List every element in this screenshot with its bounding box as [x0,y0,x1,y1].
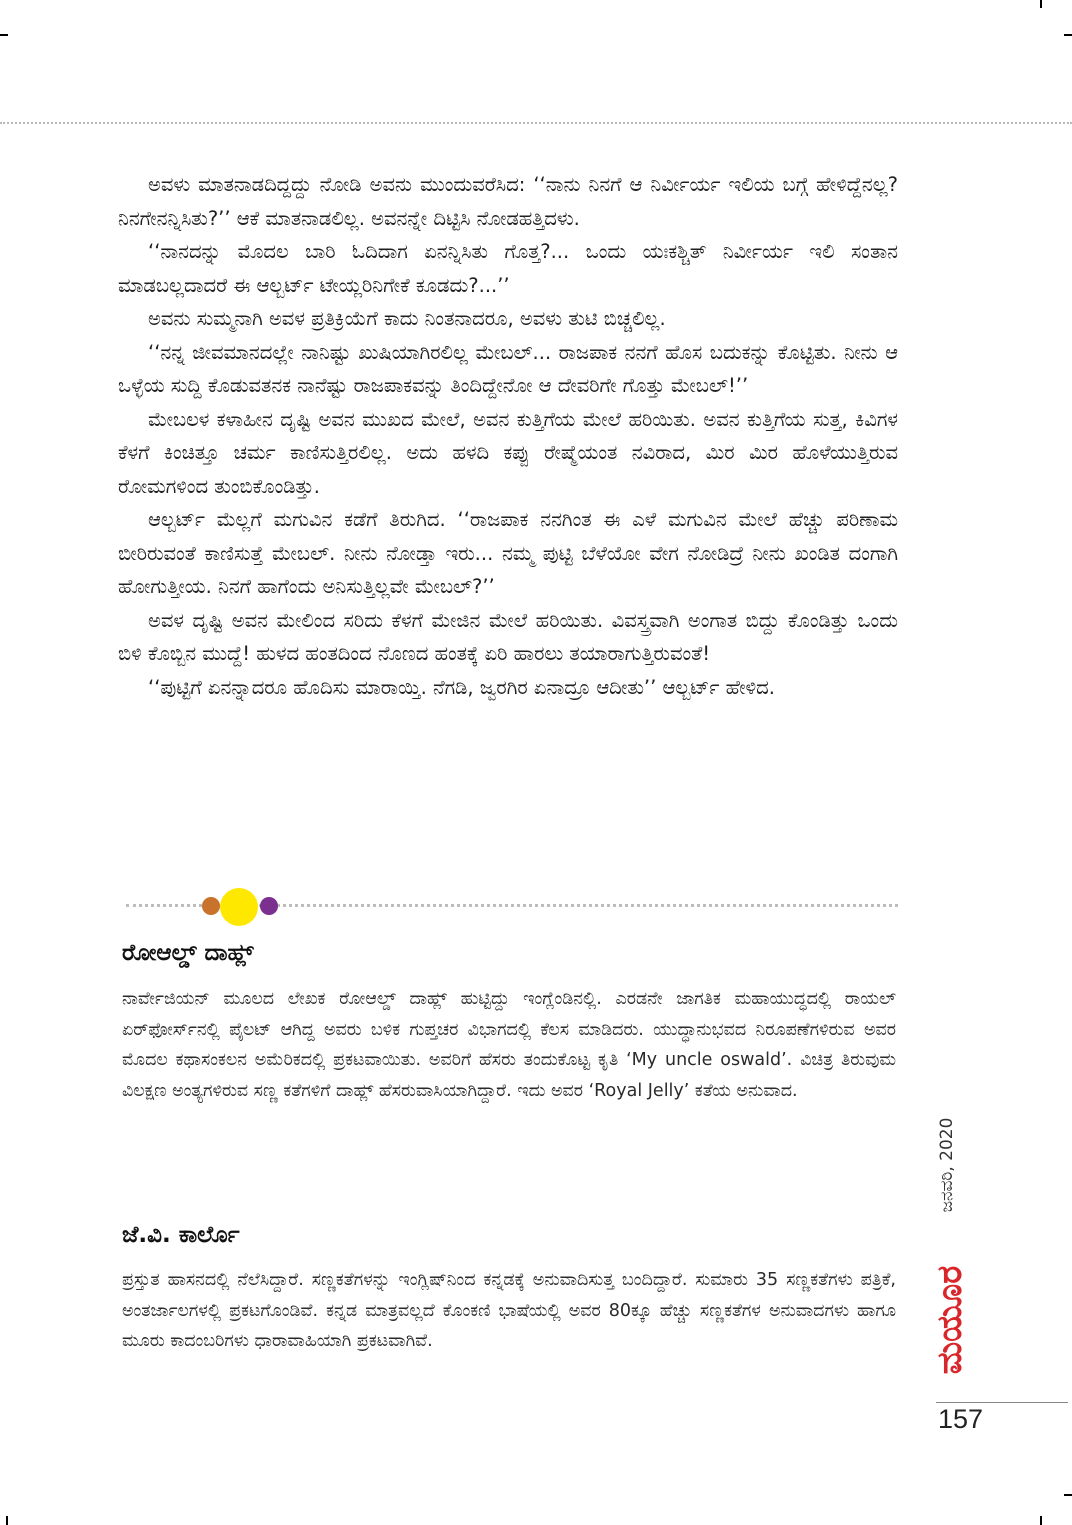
orange-dot [202,897,220,915]
translator-bio: ಪ್ರಸ್ತುತ ಹಾಸನದಲ್ಲಿ ನೆಲೆಸಿದ್ದಾರೆ. ಸಣ್ಣಕತೆಗಳನ್ನು ಇಂಗ್ಲಿಷ್‌ನಿಂದ ಕನ್ನಡಕ್ಕೆ ಅನುವಾದಿಸುತ್ತ ಬಂದಿದ್ದಾರೆ. ಸುಮಾರು 35 ಸಣ್ಣಕತೆಗಳು ಪತ್ರಿಕೆ, ಅಂತರ್ಜಾಲಗಳಲ್ಲಿ ಪ್ರಕಟಗೊಂಡಿವೆ. ಕನ್ನಡ ಮಾತ್ರವಲ್ಲದೆ ಕೊಂಕಣಿ ಭಾಷೆಯಲ್ಲಿ ಅವರ 80ಕ್ಕೂ ಹೆಚ್ಚು ಸಣ್ಣಕತೆಗಳ ಅನುವಾದಗಳು ಹಾಗೂ ಮೂರು ಕಾದಂಬರಿಗಳು ಧಾರಾವಾಹಿಯಾಗಿ ಪ್ರಕಟವಾಗಿವೆ. [122,1270,896,1351]
page-number: 157 [938,1404,984,1434]
page-number-rule [936,1402,1068,1403]
crop-mark [1064,1494,1072,1496]
author-name: ರೋಆಲ್ಡ್ ದಾಹ್ಲ್ [122,940,254,966]
purple-dot [260,897,278,915]
crop-mark [1040,0,1042,8]
issue-date [934,1100,960,1230]
story-paragraph: ಅವಳ ದೃಷ್ಟಿ ಅವನ ಮೇಲಿಂದ ಸರಿದು ಕೆಳಗೆ ಮೇಜಿನ ಮೇಲೆ ಹರಿಯಿತು. ವಿವಸ್ತ್ರವಾಗಿ ಅಂಗಾತ ಬಿದ್ದು ಕೊಂಡಿತ್ತು ಒಂದು ಬಿಳಿ ಕೊಬ್ಬಿನ ಮುದ್ದೆ! ಹುಳದ ಹಂತದಿಂದ ನೊಣದ ಹಂತಕ್ಕೆ ಏರಿ ಹಾರಲು ತಯಾರಾಗುತ್ತಿರುವಂತೆ! [118,608,898,665]
story-paragraph: ‘‘ನನ್ನ ಜೀವಮಾನದಲ್ಲೇ ನಾನಿಷ್ಟು ಖುಷಿಯಾಗಿರಲಿಲ್ಲ ಮೇಬಲ್... ರಾಜಪಾಕ ನನಗೆ ಹೊಸ ಬದುಕನ್ನು ಕೊಟ್ಟಿತು. ನೀನು ಆ ಒಳ್ಳೆಯ ಸುದ್ದಿ ಕೊಡುವತನಕ ನಾನೆಷ್ಟು ರಾಜಪಾಕವನ್ನು ತಿಂದಿದ್ದೇನೋ ಆ ದೇವರಿಗೇ ಗೊತ್ತು ಮೇಬಲ್!’’ [118,340,898,397]
magazine-logo [928,1240,972,1400]
story-paragraph: ಮೇಬಲಳ ಕಳಾಹೀನ ದೃಷ್ಟಿ ಅವನ ಮುಖದ ಮೇಲೆ, ಅವನ ಕುತ್ತಿಗೆಯ ಮೇಲೆ ಹರಿಯಿತು. ಅವನ ಕುತ್ತಿಗೆಯ ಸುತ್ತ, ಕಿವಿಗಳ ಕೆಳಗೆ ಕಿಂಚಿತ್ತೂ ಚರ್ಮ ಕಾಣಿಸುತ್ತಿರಲಿಲ್ಲ. ಅದು ಹಳದಿ ಕಪ್ಪು ರೇಷ್ಮೆಯಂತ ನವಿರಾದ, ಮಿರ ಮಿರ ಹೊಳೆಯುತ್ತಿರುವ ರೋಮಗಳಿಂದ ತುಂಬಿಕೊಂಡಿತ್ತು. [118,407,898,498]
crop-mark [1040,1516,1042,1525]
story-body [118,168,898,704]
header-dotted-rule [0,122,1072,124]
section-divider [126,888,898,922]
story-paragraph: ಅವಳು ಮಾತನಾಡದಿದ್ದದ್ದು ನೋಡಿ ಅವನು ಮುಂದುವರೆಸಿದ: ‘‘ನಾನು ನಿನಗೆ ಆ ನಿರ್ವೀರ್ಯ ಇಲಿಯ ಬಗ್ಗೆ ಹೇಳಿದ್ದೆನಲ್ಲ? ನಿನಗೇನನ್ನಿಸಿತು?’’ ಆಕೆ ಮಾತನಾಡಲಿಲ್ಲ. ಅವನನ್ನೇ ದಿಟ್ಟಿಸಿ ನೋಡಹತ್ತಿದಳು. [118,173,898,230]
story-paragraph: ಆಲ್ಬರ್ಟ್ ಮೆಲ್ಲಗೆ ಮಗುವಿನ ಕಡೆಗೆ ತಿರುಗಿದ. ‘‘ರಾಜಪಾಕ ನನಗಿಂತ ಈ ಎಳೆ ಮಗುವಿನ ಮೇಲೆ ಹೆಚ್ಚು ಪರಿಣಾಮ ಬೀರಿರುವಂತೆ ಕಾಣಿಸುತ್ತೆ ಮೇಬಲ್. ನೀನು ನೋಡ್ತಾ ಇರು... ನಮ್ಮ ಪುಟ್ಟಿ ಬೆಳೆಯೋ ವೇಗ ನೋಡಿದ್ರೆ ನೀನು ಖಂಡಿತ ದಂಗಾಗಿ ಹೋಗುತ್ತೀಯ. ನಿನಗೆ ಹಾಗೆಂದು ಅನಿಸುತ್ತಿಲ್ಲವೇ ಮೇಬಲ್?’’ [118,508,898,598]
issue-date-text: ಜನವರಿ, 2020 [937,1117,957,1213]
yellow-dot [220,888,258,926]
crop-mark [0,34,8,36]
crop-mark [6,1516,8,1525]
translator-name: ಜೆ.ವಿ. ಕಾರ್ಲೊ [122,1222,240,1248]
author-bio: ನಾರ್ವೇಜಿಯನ್ ಮೂಲದ ಲೇಖಕ ರೋಆಲ್ಡ್ ದಾಹ್ಲ್ ಹುಟ್ಟಿದ್ದು ಇಂಗ್ಲೆಂಡಿನಲ್ಲಿ. ಎರಡನೇ ಜಾಗತಿಕ ಮಹಾಯುದ್ಧದಲ್ಲಿ ರಾಯಲ್ ಏರ್‌ಫೋರ್ಸ್‌ನಲ್ಲಿ ಪೈಲಟ್ ಆಗಿದ್ದ ಅವರು ಬಳಿಕ ಗುಪ್ತಚರ ವಿಭಾಗದಲ್ಲಿ ಕೆಲಸ ಮಾಡಿದರು. ಯುದ್ಧಾನುಭವದ ನಿರೂಪಣೆಗಳಿರುವ ಅವರ ಮೊದಲ ಕಥಾಸಂಕಲನ ಅಮೆರಿಕದಲ್ಲಿ ಪ್ರಕಟವಾಯಿತು. ಅವರಿಗೆ ಹೆಸರು ತಂದುಕೊಟ್ಟ ಕೃತಿ ‘My uncle oswald’. ವಿಚಿತ್ರ ತಿರುವುಮ ವಿಲಕ್ಷಣ ಅಂತ್ಯಗಳಿರುವ ಸಣ್ಣ ಕತೆಗಳಿಗೆ ದಾಹ್ಲ್ ಹೆಸರುವಾಸಿಯಾಗಿದ್ದಾರೆ. ಇದು ಅವರ ‘Royal Jelly’ ಕತೆಯ ಅನುವಾದ. [122,989,896,1101]
story-paragraph: ಅವನು ಸುಮ್ಮನಾಗಿ ಅವಳ ಪ್ರತಿಕ್ರಿಯೆಗೆ ಕಾದು ನಿಂತನಾದರೂ, ಅವಳು ತುಟಿ ಬಿಚ್ಚಲಿಲ್ಲ. [148,307,666,330]
magazine-logo-text: ಮಯೂರ [930,1265,970,1375]
crop-mark [1064,34,1072,36]
story-paragraph: ‘‘ಪುಟ್ಟಿಗೆ ಏನನ್ನಾದರೂ ಹೊದಿಸು ಮಾರಾಯ್ತಿ. ನೆಗಡಿ, ಜ್ವರಗಿರ ಏನಾದ್ರೂ ಆದೀತು’’ ಆಲ್ಬರ್ಟ್ ಹೇಳಿದ. [148,675,775,699]
story-paragraph: ‘‘ನಾನದನ್ನು ಮೊದಲ ಬಾರಿ ಓದಿದಾಗ ಏನನ್ನಿಸಿತು ಗೊತ್ತ?... ಒಂದು ಯಃಕಶ್ಚಿತ್ ನಿರ್ವೀರ್ಯ ಇಲಿ ಸಂತಾನ ಮಾಡಬಲ್ಲದಾದರೆ ಈ ಆಲ್ಬರ್ಟ್ ಟೇಯ್ಲರಿನಿಗೇಕೆ ಕೂಡದು?...’’ [118,240,898,297]
